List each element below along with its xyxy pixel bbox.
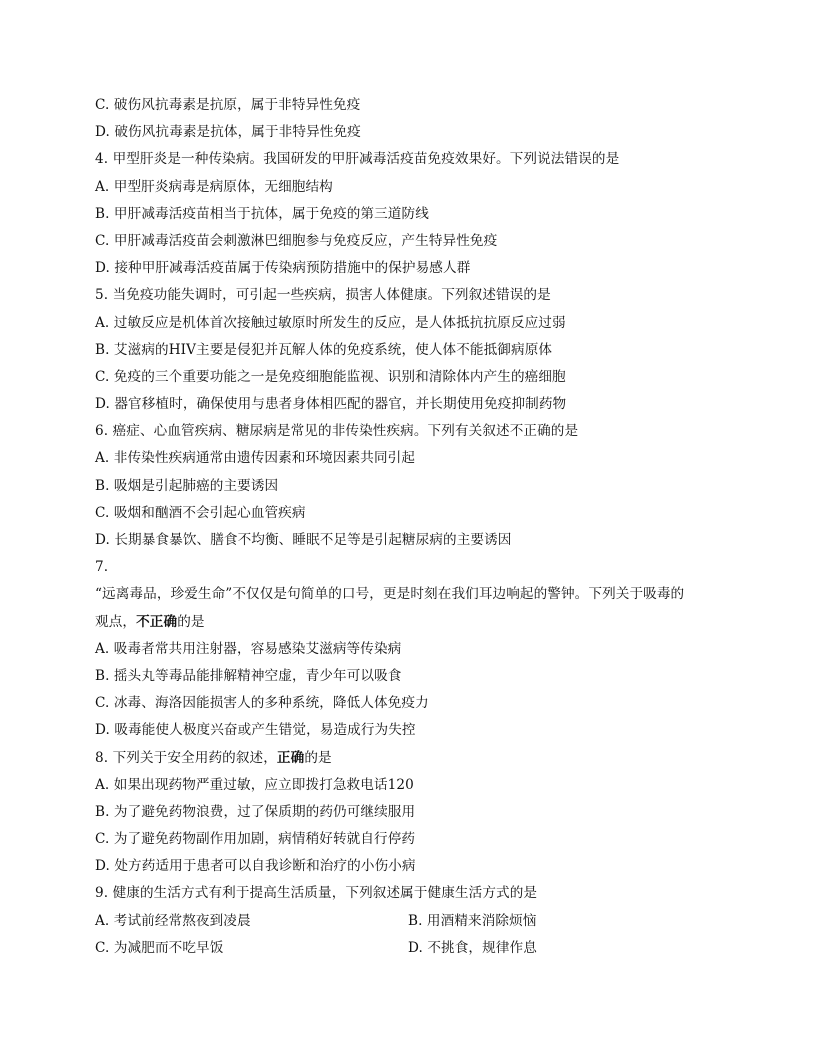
option-line-c-q8: C. 为了避免药物副作用加剧，病情稍好转就自行停药 [95,831,416,848]
option-line-a-q4: A. 甲型肝炎病毒是病原体，无细胞结构 [95,178,333,195]
question-8-stem [95,745,725,772]
option-line-d-q8: D. 处方药适用于患者可以自我诊断和治疗的小伤小病 [95,858,416,875]
option-d-q9: D. 不挑食，规律作息 [408,939,537,956]
option-line-d-q7: D. 吸毒能使人极度兴奋或产生错觉，易造成行为失控 [95,722,416,739]
question-7-stem-cont [95,609,725,636]
option-line-b-q4: B. 甲肝减毒活疫苗相当于抗体，属于免疫的第三道防线 [95,205,429,222]
question-7-stem: “远离毒品，珍爱生命”不仅仅是句简单的口号，更是时刻在我们耳边响起的警钟。下列关于吸毒的 [95,586,685,603]
options-row-ab-q9 [95,908,725,935]
q7-text-bold: 不正确 [136,613,178,630]
question-9-stem: 9. 健康的生活方式有利于提高生活质量，下列叙述属于健康生活方式的是 [95,885,538,902]
question-4-stem: 4. 甲型肝炎是一种传染病。我国研发的甲肝减毒活疫苗免疫效果好。下列说法错误的是 [95,151,620,168]
q8-text-bold: 正确 [276,749,305,766]
options-row-cd-q9 [95,935,725,962]
option-line-d-q3: D. 破伤风抗毒素是抗体，属于非特异性免疫 [95,124,361,141]
option-line-a-q5: A. 过敏反应是机体首次接触过敏原时所发生的反应，是人体抵抗抗原反应过弱 [95,314,566,331]
option-a-q9: A. 考试前经常熬夜到凌晨 [95,912,251,929]
option-line-c-q5: C. 免疫的三个重要功能之一是免疫细胞能监视、识别和清除体内产生的癌细胞 [95,368,566,385]
option-b-q9: B. 用酒精来消除烦恼 [408,912,537,929]
option-line-a-q6: A. 非传染性疾病通常由遗传因素和环境因素共同引起 [95,450,416,467]
option-c-q9: C. 为减肥而不吃早饭 [95,939,224,956]
option-line-a-q7: A. 吸毒者常共用注射器，容易感染艾滋病等传染病 [95,640,402,657]
option-line-c-q3: C. 破伤风抗毒素是抗原，属于非特异性免疫 [95,97,361,113]
exam-page [95,92,725,962]
option-line-d-q6: D. 长期暴食暴饮、膳食不均衡、睡眠不足等是引起糖尿病的主要诱因 [95,532,512,548]
option-line-d-q4: D. 接种甲肝减毒活疫苗属于传染病预防措施中的保护易感人群 [95,260,471,277]
option-line-c-q7: C. 冰毒、海洛因能损害人的多种系统，降低人体免疫力 [95,695,429,712]
question-5-stem: 5. 当免疫功能失调时，可引起一些疾病，损害人体健康。下列叙述错误的是 [95,287,551,304]
option-line-d-q5: D. 器官移植时，确保使用与患者身体相匹配的器官，并长期使用免疫抑制药物 [95,396,567,413]
option-line-b-q5: B. 艾滋病的HIV主要是侵犯并瓦解人体的免疫系统，使人体不能抵御病原体 [95,341,553,358]
option-line-b-q6: B. 吸烟是引起肺癌的主要诱因 [95,477,279,494]
option-line-b-q7: B. 摇头丸等毒品能排解精神空虚，青少年可以吸食 [95,667,402,684]
question-6-stem: 6. 癌症、心血管疾病、糖尿病是常见的非传染性疾病。下列有关叙述不正确的是 [95,423,579,440]
option-line-b-q8: B. 为了避免药物浪费，过了保质期的药仍可继续服用 [95,803,416,820]
q7-text-pre: 观点， [95,613,137,630]
q7-text-post: 的是 [177,613,205,630]
q8-text-post: 的是 [304,749,332,766]
option-line-a-q8: A. 如果出现药物严重过敏，应立即拨打急救电话120 [95,776,414,793]
option-line-c-q4: C. 甲肝减毒活疫苗会刺激淋巴细胞参与免疫反应，产生特异性免疫 [95,232,498,249]
option-line-c-q6: C. 吸烟和酗酒不会引起心血管疾病 [95,504,306,521]
question-7-number: 7. [95,559,109,576]
q8-text-pre: 8. 下列关于安全用药的叙述， [95,749,277,766]
